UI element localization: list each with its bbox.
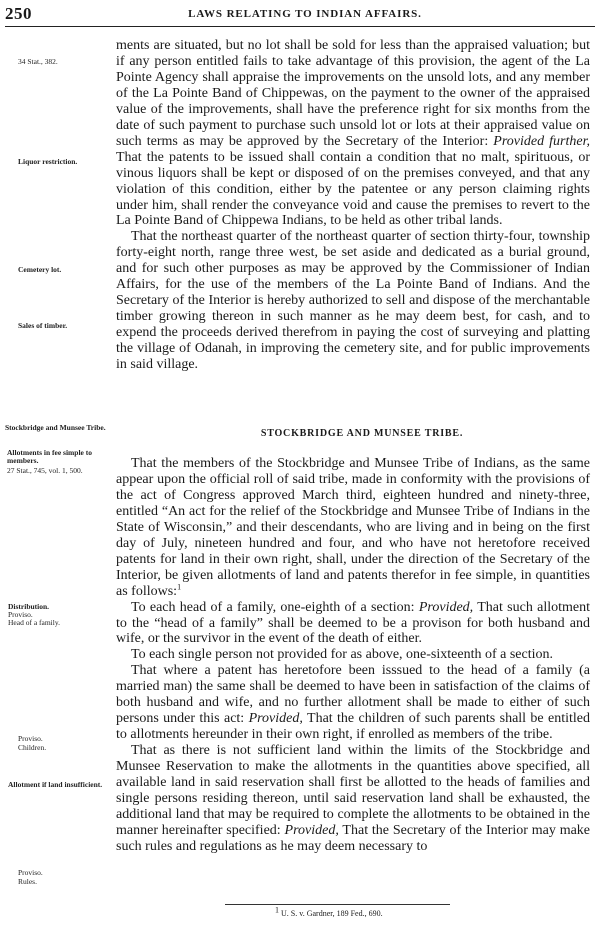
margin-note-stockbridge-munsee: Stockbridge and Munsee Tribe. — [5, 423, 106, 432]
footnote-rule — [225, 904, 450, 905]
paragraph-insufficient-land: That as there is not sufficient land within the limits of the Stockbridge and Munsee Reservation to make the allotments in the quantities above specified, all available land in said reservation shall first be allotted to the heads of families and single persons residing thereon, until said reservation land shall be exhausted, the additional land that may be required to complete the allotments to be obtained in the manner hereinafter specified: Provided, That the Secretary of the Interior may make such rules and regulations as he may deem necessary to — [116, 743, 591, 854]
running-title: LAWS RELATING TO INDIAN AFFAIRS. — [188, 8, 422, 20]
margin-note-proviso: Proviso. — [8, 610, 33, 619]
section-heading: STOCKBRIDGE AND MUNSEE TRIBE. — [260, 428, 464, 439]
margin-note-proviso: Proviso. — [18, 734, 43, 743]
margin-note-liquor-restriction: Liquor restriction. — [18, 157, 78, 166]
footnote — [275, 905, 575, 918]
margin-note-proviso: Proviso. — [18, 868, 43, 877]
margin-note-allotment-insufficient: Allotment if land insufficient. — [8, 780, 103, 789]
margin-note-distribution: Distribution. — [8, 602, 50, 611]
footnote-reference[interactable]: 1 — [177, 581, 182, 591]
paragraph-cemetery-timber: That the northeast quarter of the northeast quarter of section thirty-four, township forty-eight north, range three west, be set aside and dedicated as a burial ground, and for such other purposes as may be approved by the Commissioner of Indian Affairs, for the use of the members of the La Pointe Band of Indians. And the Secretary of the Interior is hereby authorized to sell and dispose of the merchantable timber growing thereon in such manner as he may deem best, for cash, and to expend the proceeds derived therefrom in paying the cost of surveying and platting the village of Odanah, in improving the cemetery site, and for public improvements in said village. — [116, 229, 590, 373]
body-block-stockbridge — [116, 456, 590, 855]
paragraph-single-person: To each single person not provided for as above, one-sixteenth of a section. — [131, 647, 554, 663]
margin-note-sales-of-timber: Sales of timber. — [18, 321, 68, 330]
footnote-mark: 1 — [275, 905, 279, 915]
body-block-top — [116, 38, 590, 373]
paragraph-patent-issued: That where a patent has heretofore been isssued to the head of a family (a married man) the same shall be deemed to have been in satisfaction of the claims of both husband and wife, and no further allotment shall be made to either of such persons under this act: Provided, That the children of such parents shall be entitled to allotments hereunder in their own right, if enrolled as members of the tribe. — [116, 663, 590, 743]
header-rule — [5, 26, 595, 27]
page-number: 250 — [5, 4, 32, 23]
margin-note-cemetery-lot: Cemetery lot. — [18, 265, 62, 274]
margin-note-stat-ref-2: 27 Stat., 745, vol. 1, 500. — [7, 466, 83, 475]
paragraph-head-of-family: To each head of a family, one-eighth of a section: Provided, That such allotment to the “head of a family” shall be deemed to be a provison for both husband and wife, or the survivor in the event of the death of either. — [116, 599, 591, 647]
margin-note-rules: Rules. — [18, 877, 37, 886]
paragraph-allotment-members: That the members of the Stockbridge and Munsee Tribe of Indians, as the same appear upon the official roll of said tribe, made in conformity with the provisions of the act of Congress approved March third, eighteen hundred and ninety-three, entitled “An act for the relief of the Stockbridge and Munsee Tribe of Indians in the State of Wisconsin,” and their descendants, who are living and in being on the first day of July, nineteen hundred and four, and who have not heretofore received patents for land in their own right, shall, under the direction of the Secretary of the Interior, be given allotments of land and patents therefor in fee simple, in quantities as follows:$^1$ — [116, 456, 590, 599]
paragraph-la-pointe-lots: ments are situated, but no lot shall be sold for less than the appraised valuation; but if any person entitled fails to take advantage of this provision, the agent of the La Pointe Agency shall appraise the improvements on the unsold lots, and any member of the La Pointe Band of Chippewas, on the payment to the owner of the appraised value of the improvements, shall have the preference right for six months from the date of such payment to purchase such unsold lot or lots at their appraised value on such terms as may be approved by the Secretary of the Interior: Provided further, That the patents to be issued shall contain a condition that no malt, spirituous, or vinous liquors shall be kept or disposed of on the premises conveyed, and that any violation of this condition, either by the patentee or any person claiming rights under him, shall render the conveyance void and cause the premises to revert to the La Pointe Band of Chippewa Indians, to be held as other tribal lands. — [116, 38, 591, 229]
margin-note-stat-ref: 34 Stat., 382. — [18, 57, 58, 66]
footnote-text: U. S. v. Gardner, 189 Fed., 690. — [281, 909, 383, 918]
margin-note-head-of-family: Head of a family. — [8, 618, 60, 627]
margin-note-allotments-fee-simple: Allotments in fee simple to members. — [7, 448, 92, 465]
margin-note-children: Children. — [18, 743, 47, 752]
